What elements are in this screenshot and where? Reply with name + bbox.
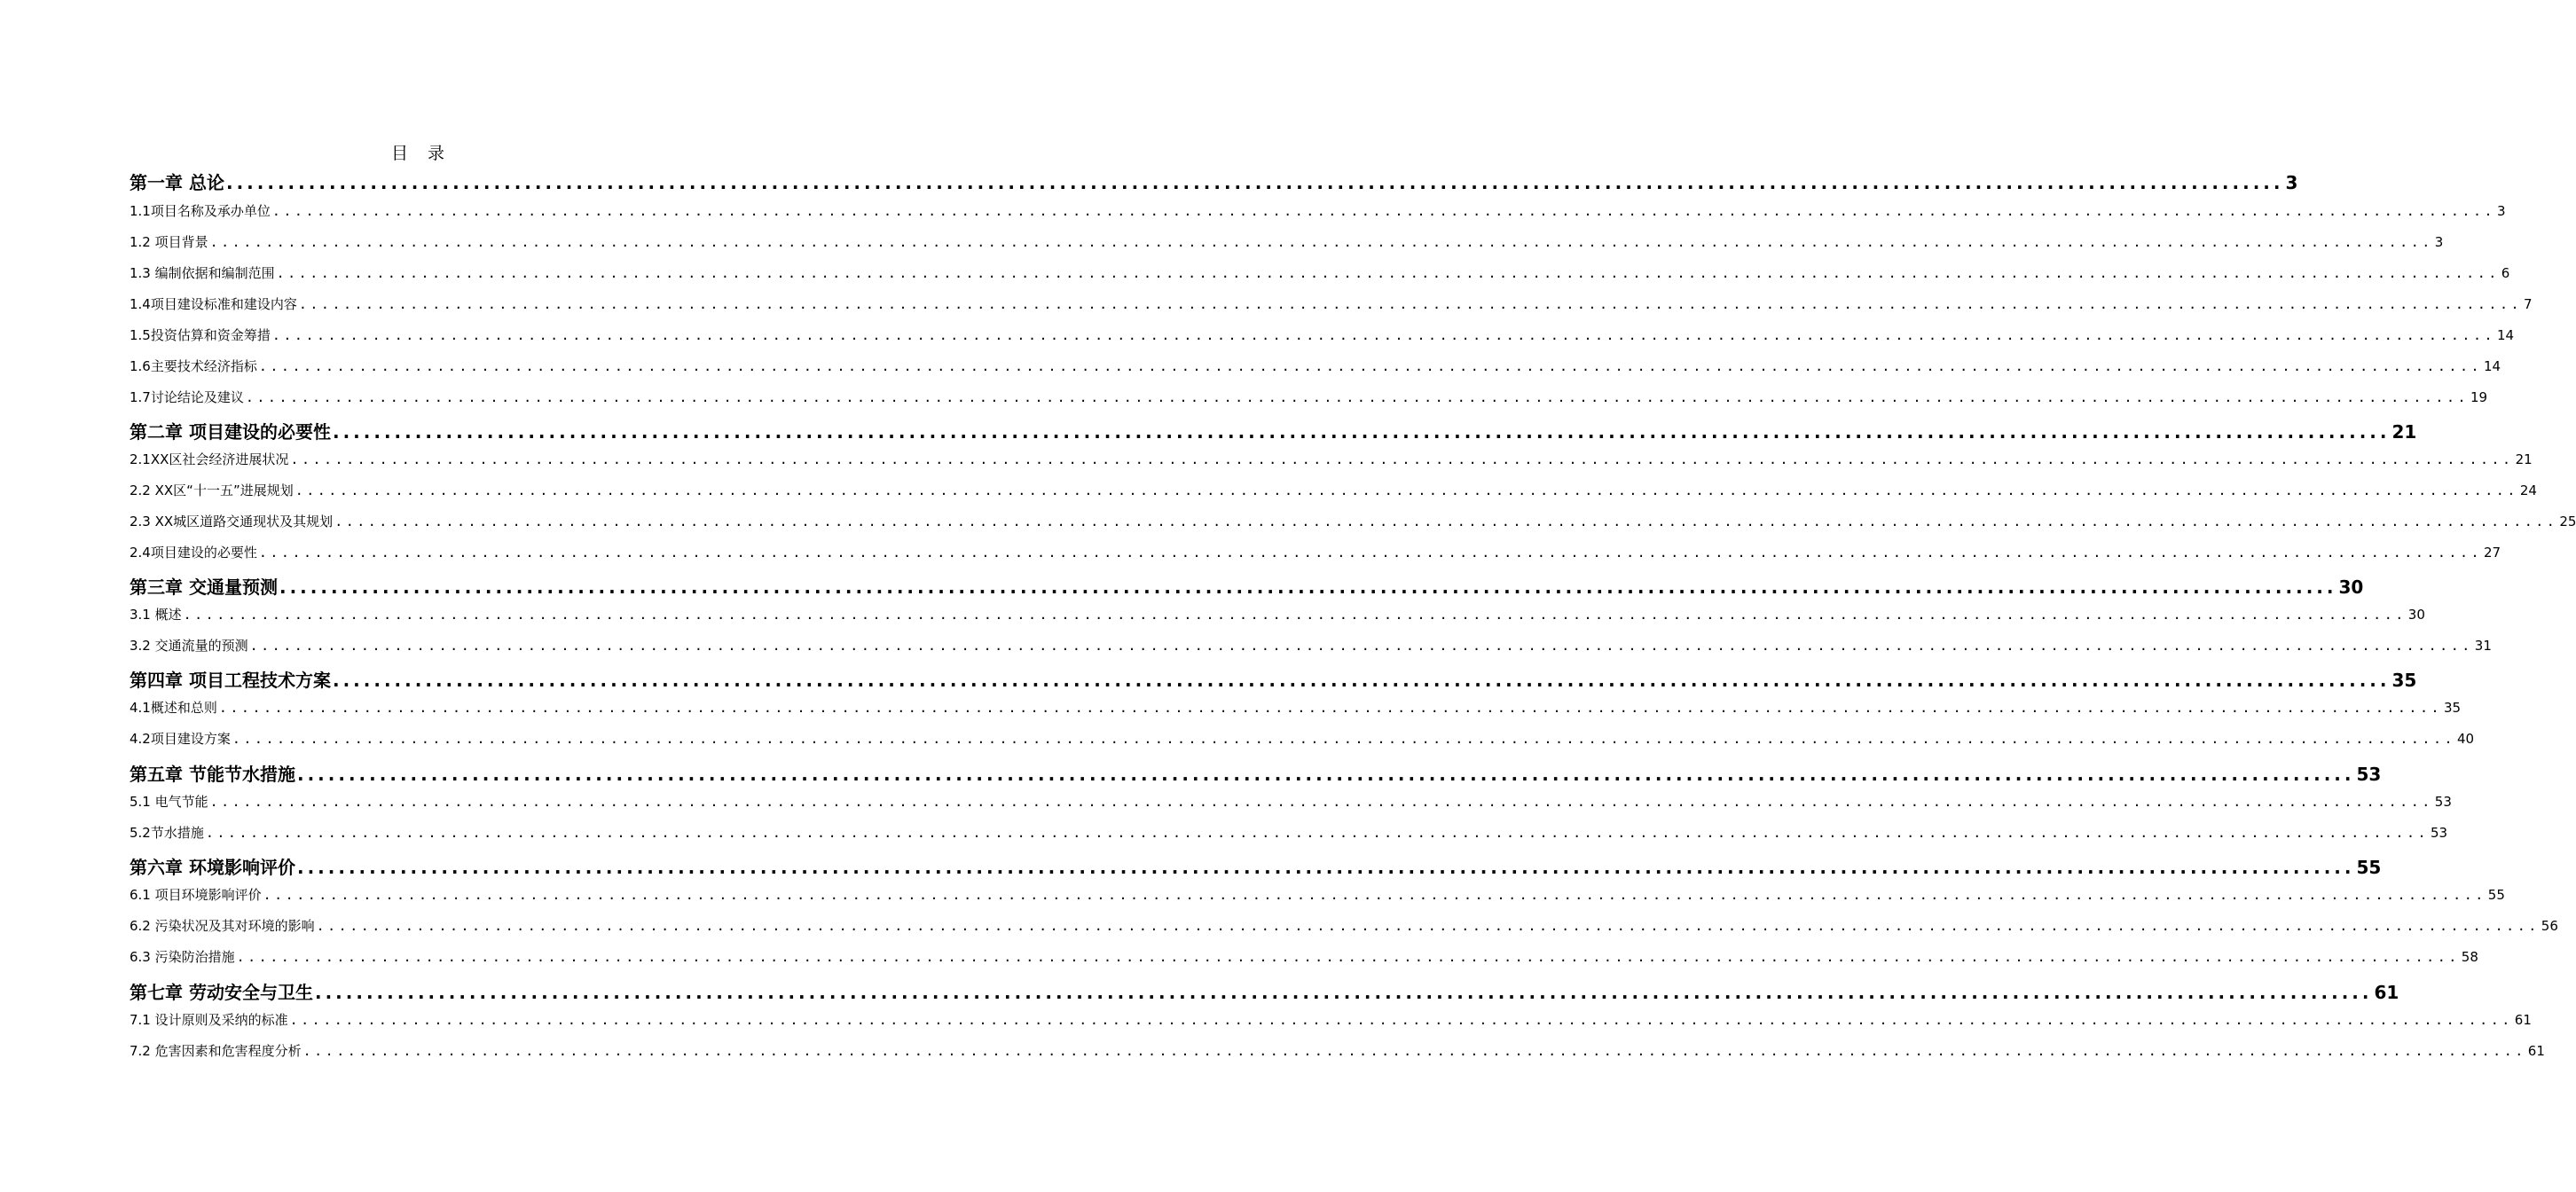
toc-section-entry[interactable]: [130, 1041, 2545, 1060]
toc-entry-label: 4.1概述和总则: [130, 700, 217, 716]
toc-leader-dots: ........................................................................................................................................................................................................: [289, 1012, 2513, 1028]
toc-page-number: 55: [2487, 887, 2505, 903]
toc-entry-label: 6.2 污染状况及其对环境的影响: [130, 918, 315, 934]
toc-entry-label: 1.5投资估算和资金筹措: [130, 327, 271, 343]
toc-page-number: 14: [2484, 358, 2501, 374]
toc-page-number: 35: [2391, 670, 2417, 691]
toc-entry-label: 2.4项目建设的必要性: [130, 545, 257, 561]
toc-page-number: 53: [2431, 825, 2448, 841]
toc-entry-label: 第六章 环境影响评价: [130, 857, 295, 878]
toc-leader-dots: ........................................................................................................................................................................................................: [236, 949, 2460, 965]
toc-section-entry[interactable]: [130, 605, 2425, 623]
toc-page-number: 24: [2519, 482, 2537, 498]
toc-leader-dots: ........................................................................................................................................................................................................: [316, 918, 2540, 934]
toc-section-entry[interactable]: [130, 294, 2533, 313]
toc-page-number: 19: [2470, 389, 2488, 405]
toc-chapter-entry[interactable]: [130, 169, 2298, 194]
toc-leader-dots: ........................................................................................................................................................................................................: [271, 327, 2496, 343]
toc-page-number: 27: [2484, 545, 2501, 561]
toc-section-entry[interactable]: [130, 325, 2515, 344]
toc-section-entry[interactable]: [130, 947, 2478, 966]
toc-page-number: 3: [2497, 203, 2506, 219]
toc-leader-dots: ........................................................................................................................................................................................................: [298, 296, 2523, 312]
toc-section-entry[interactable]: [130, 357, 2501, 375]
toc-leader-dots: ........................................................................................................................................................................................................: [295, 482, 2518, 498]
toc-entry-label: 第四章 项目工程技术方案: [130, 670, 331, 691]
toc-page-number: 14: [2497, 327, 2515, 343]
toc-section-entry[interactable]: [130, 543, 2501, 561]
toc-leader-dots: ........................................................................................................................................................................................................: [258, 545, 2483, 561]
toc-page-number: 53: [2356, 764, 2382, 785]
toc-section-entry[interactable]: [130, 388, 2488, 406]
toc-section-entry[interactable]: [130, 636, 2492, 655]
toc-leader-dots: ........................................................................................................................................................................................................: [332, 421, 2391, 443]
toc-entry-label: 第七章 劳动安全与卫生: [130, 982, 313, 1003]
toc-chapter-entry[interactable]: [130, 978, 2399, 1004]
toc-chapter-entry[interactable]: [130, 666, 2417, 692]
toc-page-number: 61: [2527, 1043, 2545, 1059]
toc-entry-label: 2.1XX区社会经济进展状况: [130, 451, 289, 467]
toc-page-number: 30: [2407, 607, 2425, 623]
toc-page-number: 6: [2501, 265, 2510, 281]
toc-leader-dots: ........................................................................................................................................................................................................: [209, 234, 2433, 250]
toc-page-number: 53: [2434, 794, 2452, 810]
toc-page-number: 21: [2515, 451, 2533, 467]
toc-entry-label: 6.1 项目环境影响评价: [130, 887, 262, 903]
toc-entry-label: 3.2 交通流量的预测: [130, 638, 248, 654]
toc-entry-label: 1.6主要技术经济指标: [130, 358, 257, 374]
toc-page-number: 7: [2524, 296, 2533, 312]
toc-section-entry[interactable]: [130, 823, 2448, 842]
toc-entry-label: 第二章 项目建设的必要性: [130, 421, 331, 443]
toc-page-number: 21: [2391, 421, 2417, 443]
toc-section-entry[interactable]: [130, 201, 2506, 220]
toc-entry-label: 5.2节水措施: [130, 825, 204, 841]
toc-section-entry[interactable]: [130, 792, 2452, 811]
toc-entry-label: 4.2项目建设方案: [130, 731, 231, 747]
toc-page-number: 58: [2461, 949, 2478, 965]
toc-leader-dots: ........................................................................................................................................................................................................: [334, 514, 2558, 529]
toc-section-entry[interactable]: [130, 885, 2505, 904]
toc-leader-dots: ........................................................................................................................................................................................................: [258, 358, 2483, 374]
toc-leader-dots: ........................................................................................................................................................................................................: [296, 857, 2355, 878]
toc-title: 目 录: [390, 144, 452, 163]
toc-leader-dots: ........................................................................................................................................................................................................: [249, 638, 2473, 654]
toc-entry-label: 7.2 危害因素和危害程度分析: [130, 1043, 302, 1059]
toc-leader-dots: ........................................................................................................................................................................................................: [183, 607, 2407, 623]
toc-entry-label: 1.7讨论结论及建议: [130, 389, 244, 405]
toc-entry-label: 3.1 概述: [130, 607, 182, 623]
toc-entry-label: 6.3 污染防治措施: [130, 949, 235, 965]
toc-page-number: 56: [2541, 918, 2558, 934]
toc-leader-dots: ........................................................................................................................................................................................................: [232, 731, 2456, 747]
toc-page-number: 25: [2559, 514, 2576, 529]
toc-entry-label: 第一章 总论: [130, 172, 224, 193]
toc-leader-dots: ........................................................................................................................................................................................................: [332, 670, 2391, 691]
toc-leader-dots: ........................................................................................................................................................................................................: [276, 265, 2500, 281]
toc-leader-dots: ........................................................................................................................................................................................................: [218, 700, 2443, 716]
toc-leader-dots: ........................................................................................................................................................................................................: [302, 1043, 2526, 1059]
toc-leader-dots: ........................................................................................................................................................................................................: [279, 576, 2337, 598]
toc-leader-dots: ........................................................................................................................................................................................................: [263, 887, 2486, 903]
toc-entry-label: 1.3 编制依据和编制范围: [130, 265, 275, 281]
toc-section-entry[interactable]: [130, 481, 2537, 499]
toc-chapter-entry[interactable]: [130, 418, 2417, 443]
toc-entry-label: 第五章 节能节水措施: [130, 764, 295, 785]
toc-section-entry[interactable]: [130, 450, 2533, 468]
toc-leader-dots: ........................................................................................................................................................................................................: [290, 451, 2514, 467]
toc-section-entry[interactable]: [130, 512, 2576, 530]
toc-leader-dots: ........................................................................................................................................................................................................: [225, 172, 2284, 193]
toc-chapter-entry[interactable]: [130, 760, 2382, 786]
toc-section-entry[interactable]: [130, 916, 2558, 935]
toc-chapter-entry[interactable]: [130, 853, 2382, 879]
toc-entry-label: 7.1 设计原则及采纳的标准: [130, 1012, 288, 1028]
toc-entry-label: 1.4项目建设标准和建设内容: [130, 296, 297, 312]
toc-leader-dots: ........................................................................................................................................................................................................: [314, 982, 2373, 1003]
toc-page-number: 3: [2285, 172, 2298, 193]
toc-entry-label: 2.2 XX区“十一五”进展规划: [130, 482, 294, 498]
toc-section-entry[interactable]: [130, 263, 2510, 282]
toc-entry-label: 2.3 XX城区道路交通现状及其规划: [130, 514, 334, 529]
toc-section-entry[interactable]: [130, 1010, 2532, 1029]
toc-page-number: 61: [2374, 982, 2399, 1003]
toc-leader-dots: ........................................................................................................................................................................................................: [209, 794, 2433, 810]
toc-page-number: 30: [2338, 576, 2364, 598]
toc-entry-label: 第三章 交通量预测: [130, 576, 278, 598]
toc-entry-label: 1.1项目名称及承办单位: [130, 203, 271, 219]
toc-section-entry[interactable]: [130, 729, 2475, 748]
toc-page-number: 35: [2444, 700, 2462, 716]
toc-leader-dots: ........................................................................................................................................................................................................: [271, 203, 2496, 219]
toc-section-entry[interactable]: [130, 698, 2462, 717]
toc-leader-dots: ........................................................................................................................................................................................................: [245, 389, 2470, 405]
toc-page-number: 31: [2474, 638, 2492, 654]
toc-chapter-entry[interactable]: [130, 573, 2364, 599]
toc-section-entry[interactable]: [130, 232, 2444, 251]
toc-page-number: 40: [2457, 731, 2475, 747]
toc-leader-dots: ........................................................................................................................................................................................................: [296, 764, 2355, 785]
toc-page-number: 55: [2356, 857, 2382, 878]
toc-leader-dots: ........................................................................................................................................................................................................: [205, 825, 2430, 841]
toc-page-number: 3: [2434, 234, 2444, 250]
toc-page-number: 61: [2514, 1012, 2532, 1028]
toc-entry-label: 1.2 项目背景: [130, 234, 208, 250]
toc-entry-label: 5.1 电气节能: [130, 794, 208, 810]
